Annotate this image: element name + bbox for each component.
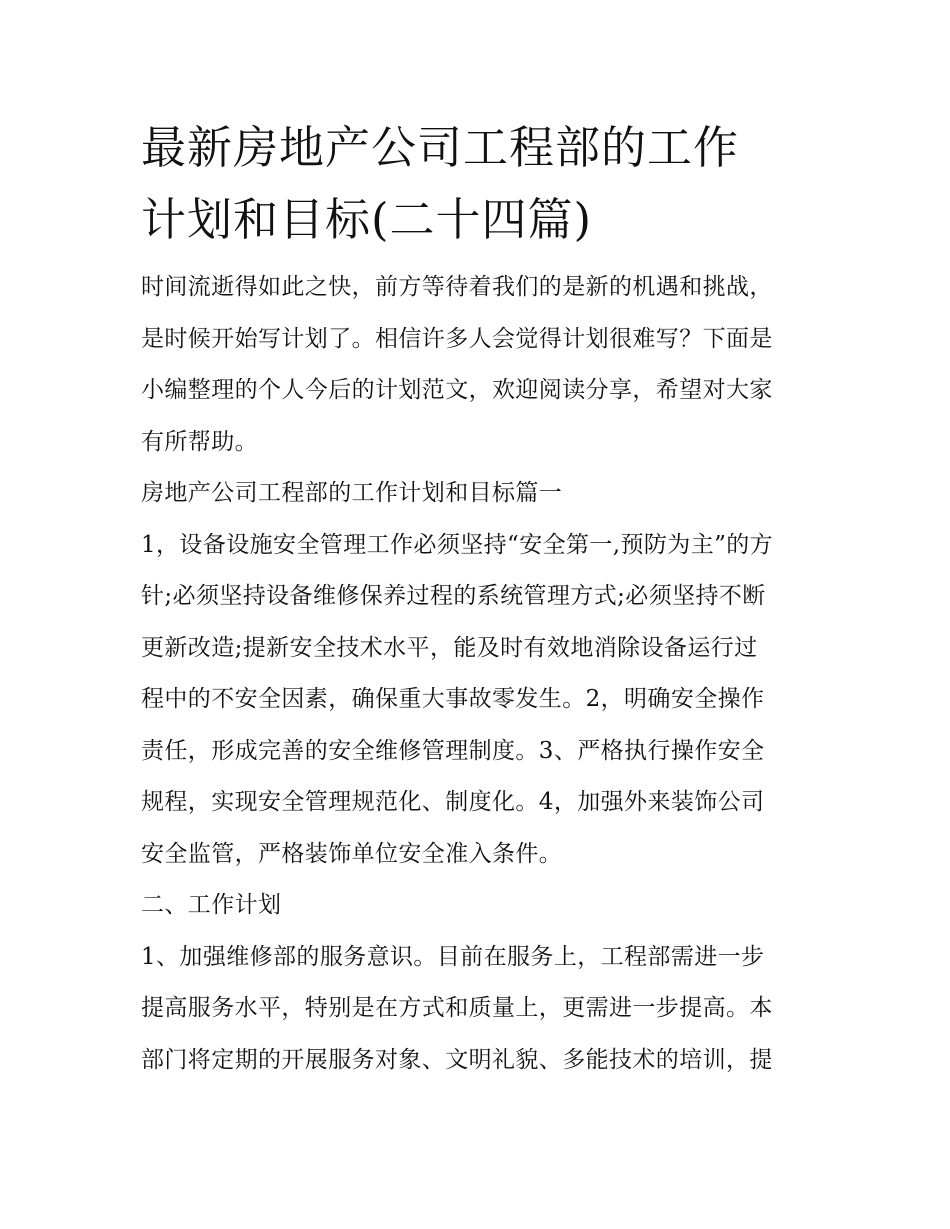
paragraph-2-line-1: 1、加强维修部的服务意识。目前在服务上，工程部需进一步 (141, 943, 765, 970)
document-title (141, 112, 813, 256)
paragraph-1-line-6: 规程，实现安全管理规范化、制度化。4，加强外来装饰公司 (141, 789, 765, 815)
intro-line-4: 有所帮助。 (141, 428, 258, 455)
title-line-2: 计划和目标(二十四篇) (141, 193, 593, 246)
paragraph-1-line-1: 1，设备设施安全管理工作必须坚持“安全第一,预防为主”的方 (141, 531, 774, 558)
section-heading-2: 二、工作计划 (141, 892, 282, 918)
paragraph-1-line-3: 更新改造;提新安全技术水平，能及时有效地消除设备运行过 (141, 634, 758, 661)
paragraph-1-line-7: 安全监管，严格装饰单位安全准入条件。 (141, 840, 563, 867)
intro-line-2: 是时候开始写计划了。相信许多人会觉得计划很难写？下面是 (141, 325, 773, 352)
paragraph-1-line-2: 针;必须坚持设备维修保养过程的系统管理方式;必须坚持不断 (141, 583, 766, 609)
intro-line-1: 时间流逝得如此之快，前方等待着我们的是新的机遇和挑战， (141, 274, 773, 300)
paragraph-1-line-5: 责任，形成完善的安全维修管理制度。3、严格执行操作安全 (141, 737, 765, 764)
intro-line-3: 小编整理的个人今后的计划范文，欢迎阅读分享，希望对大家 (141, 377, 773, 403)
section-heading-1: 房地产公司工程部的工作计划和目标篇一 (141, 480, 563, 506)
paragraph-1-line-4: 程中的不安全因素，确保重大事故零发生。2，明确安全操作 (141, 686, 765, 712)
document-body (141, 262, 813, 1086)
paragraph-2-line-3: 部门将定期的开展服务对象、文明礼貌、多能技术的培训，提 (141, 1046, 773, 1073)
document-content (141, 112, 813, 1086)
paragraph-2-line-2: 提高服务水平，特别是在方式和质量上，更需进一步提高。本 (141, 995, 773, 1021)
title-line-1: 最新房地产公司工程部的工作 (141, 121, 740, 174)
